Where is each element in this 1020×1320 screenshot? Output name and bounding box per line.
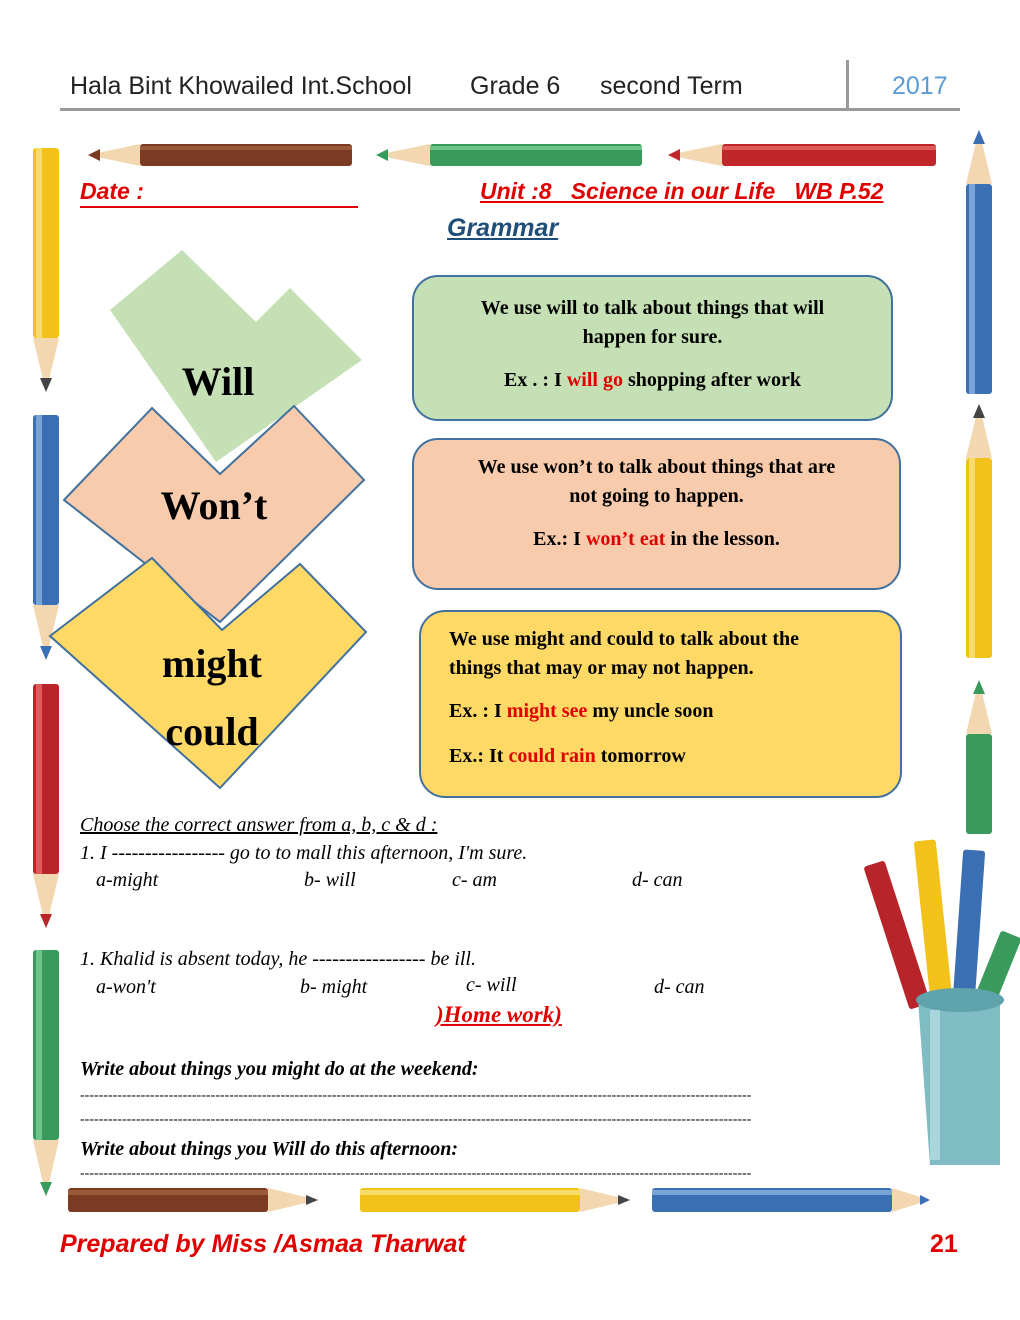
- wont-label: Won’t: [160, 483, 268, 528]
- pencil-icon: [966, 130, 992, 394]
- q2-option-a[interactable]: a-won't: [96, 976, 156, 998]
- might-rule-line2: things that may or may not happen.: [449, 657, 754, 679]
- could-example-suffix: tomorrow: [595, 745, 686, 767]
- q2-option-c[interactable]: c- will: [466, 974, 517, 996]
- q1-option-b[interactable]: b- will: [304, 869, 356, 891]
- might-rule-line1: We use might and could to talk about the: [449, 628, 800, 650]
- could-example: [449, 745, 900, 768]
- question-1-text: 1. I ----------------- go to to mall this afternoon, I'm sure.: [80, 842, 528, 864]
- pencil-icon: [68, 1188, 318, 1212]
- will-example-highlight: will go: [566, 369, 623, 391]
- page-number: 21: [930, 1230, 958, 1258]
- might-example: [449, 700, 900, 723]
- will-label: Will: [181, 359, 255, 404]
- answer-line[interactable]: ------------------------------------------------------------------------------------------------------------------------------------------------: [80, 1088, 752, 1103]
- might-example-highlight: might see: [506, 700, 588, 722]
- pencil-icon: [33, 950, 59, 1196]
- might-could-box: [419, 610, 902, 798]
- answer-line[interactable]: ------------------------------------------------------------------------------------------------------------------------------------------------: [80, 1112, 752, 1127]
- term-label: second Term: [600, 72, 743, 100]
- question-2-text: 1. Khalid is absent today, he ----------------- be ill.: [80, 948, 476, 970]
- wont-box: [412, 438, 901, 590]
- q2-option-b[interactable]: b- might: [300, 976, 368, 998]
- pencil-icon: [966, 404, 992, 658]
- wont-example-suffix: in the lesson.: [665, 528, 780, 550]
- pencil-icon: [88, 144, 352, 166]
- will-rule-line2: happen for sure.: [582, 326, 723, 348]
- could-example-prefix: Ex.: It: [449, 745, 509, 767]
- homework-title: )Home work): [436, 1002, 562, 1027]
- prepared-by: Prepared by Miss /Asmaa Tharwat: [60, 1230, 466, 1258]
- will-example: [414, 369, 891, 392]
- exercise-instruction: Choose the correct answer from a, b, c & d :: [80, 814, 438, 836]
- q2-option-d[interactable]: d- can: [654, 976, 705, 998]
- might-label: might: [162, 641, 262, 686]
- q1-option-a[interactable]: a-might: [96, 869, 159, 891]
- homework-question-2: Write about things you Will do this afternoon:: [80, 1138, 459, 1160]
- wont-example-highlight: won’t eat: [585, 528, 666, 550]
- will-rule-line1: We use will to talk about things that will: [480, 297, 825, 319]
- q1-option-c[interactable]: c- am: [452, 869, 497, 891]
- unit-title: Unit :8 Science in our Life WB P.52: [480, 178, 884, 204]
- could-example-highlight: could rain: [508, 745, 596, 767]
- could-label: could: [165, 709, 259, 754]
- wont-example-prefix: Ex.: I: [533, 528, 586, 550]
- school-name: Hala Bint Khowailed Int.School: [70, 72, 412, 100]
- pencil-icon: [360, 1188, 630, 1212]
- q1-option-d[interactable]: d- can: [632, 869, 683, 891]
- will-example-suffix: shopping after work: [622, 369, 801, 391]
- might-example-prefix: Ex. : I: [449, 700, 507, 722]
- might-example-suffix: my uncle soon: [587, 700, 714, 722]
- pencil-icon: [652, 1188, 930, 1212]
- pencil-icon: [966, 680, 992, 834]
- section-title: Grammar: [447, 214, 559, 242]
- wont-example: [414, 528, 899, 551]
- pencil-icon: [668, 144, 936, 166]
- pencil-icon: [376, 144, 642, 166]
- year-label: 2017: [892, 72, 948, 100]
- homework-question-1: Write about things you might do at the weekend:: [80, 1058, 479, 1080]
- grade-label: Grade 6: [470, 72, 561, 100]
- wont-rule-line2: not going to happen.: [569, 485, 744, 507]
- answer-line[interactable]: ------------------------------------------------------------------------------------------------------------------------------------------------: [80, 1166, 752, 1181]
- date-label: Date :: [80, 178, 144, 204]
- will-example-prefix: Ex . : I: [504, 369, 567, 391]
- date-field: [80, 178, 358, 208]
- wont-rule-line1: We use won’t to talk about things that are: [477, 456, 836, 478]
- will-box: [412, 275, 893, 421]
